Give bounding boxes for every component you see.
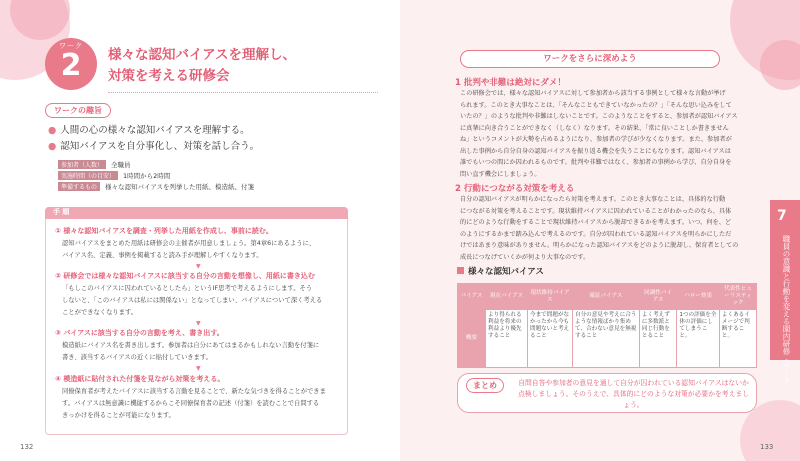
table-header: 現在バイアス — [486, 284, 528, 310]
table-row — [458, 310, 757, 368]
table-header: 確証バイアス — [572, 284, 639, 310]
aim-text: 人間の心の様々な認知バイアスを理解する。 — [60, 125, 250, 136]
square-icon — [457, 267, 464, 274]
step-body — [62, 238, 340, 262]
procedure-header — [45, 207, 348, 219]
table-cell: 1つの評価を全体の評価にしてしまうこと。 — [677, 310, 720, 368]
page-title — [108, 45, 296, 87]
meta-value: 全職員 — [111, 161, 131, 169]
procedure-label: 手 順 — [53, 208, 70, 216]
step-line: バイアス名、定義、事例を掲載すると読み手が理解しやすくなります。 — [62, 252, 263, 259]
body-line: 問い直す機会にしましょう。 — [460, 170, 541, 178]
section-2-title: 2 行動につながる対策を考える — [455, 184, 575, 194]
step-line: 書き、該当するバイアスの近くに貼付していきます。 — [62, 354, 212, 361]
body-line: ね」というコメントが大勢を占めるようになり、参加者の学びが少なくなります。また、参加者が — [460, 136, 732, 143]
section-heading: ワークをさらに深めよう — [460, 50, 720, 68]
step-title: ④ 模造紙に貼付された付箋を見ながら対策を考える。 — [55, 375, 225, 383]
table-header: 同調性バイアス — [639, 284, 677, 310]
section-2-body — [460, 194, 780, 263]
step-body — [62, 283, 340, 319]
body-line: られます。このとき大事なことは、「そんなこともできていなかったの？」「そんな思い込みをして — [460, 101, 732, 109]
step-line: 同僚保育者が考えたバイアスに該当する言動を見ることで、新たな気づきを得ることができま — [62, 388, 326, 395]
bullet-icon: ● — [48, 141, 57, 152]
body-line: 誰でもいつの間にか囚われるものです。批判や非難ではなく、参加者の事例から学び、自分自身を — [460, 159, 732, 166]
table-cell: 今まで問題がなかったから今も問題ないと考えること — [527, 310, 572, 368]
table-header: バイアス — [458, 284, 486, 310]
work-number-badge — [45, 38, 97, 90]
body-line: いたの？」のような批判や非難はしないことです。このようなことをすると、参加者が認知バイアス — [460, 113, 738, 120]
table-header: 代表性ヒューリスティック — [719, 284, 756, 310]
body-line: 的にどのような行動をすることで現状維持バイアスから脱却できるかを考えます。いつ、何を、ど — [460, 219, 732, 226]
table-title — [457, 265, 544, 277]
row-label: 概要 — [458, 310, 486, 368]
divider — [108, 92, 378, 93]
chapter-title: 職員の意識と行動を変える園内研修〈ワーク〉 — [782, 235, 791, 393]
aim-item — [48, 122, 250, 136]
step-body — [62, 340, 340, 364]
step-title: ③ バイアスに該当する自分の言動を考え、書き出す。 — [55, 329, 224, 337]
chapter-number: 7 — [777, 208, 787, 224]
body-line: のようにするかまで踏み込んで考えるのです。自分が囚われている認知バイアスを明らかにしただ — [460, 230, 732, 238]
meta-tag: 参加者（人数） — [58, 160, 106, 169]
meta-row — [58, 182, 254, 191]
step-line: ことができなくなります。 — [62, 309, 138, 316]
step-title: ② 研修会では様々な認知バイアスに該当する自分の言動を想像し、用紙に書き込む — [55, 272, 315, 280]
meta-row — [58, 160, 131, 169]
step-line: 模造紙にバイアス名を書き出します。参加者は自分にあてはまるかもしれない言動を付箋に — [62, 342, 320, 349]
table-cell: 自分の意見や考えに合うような情報ばかり集めて、合わない意見を無視すること — [572, 310, 639, 368]
bullet-icon: ● — [48, 125, 57, 136]
decorative-blob — [760, 40, 800, 90]
step-line: しないと、「このバイアスは私には関係ない」となってしまい、バイアスについて深く考える — [62, 297, 323, 304]
aim-text: 認知バイアスを自分事化し、対策を話し合う。 — [60, 141, 260, 152]
table-header: 現状維持バイアス — [527, 284, 572, 310]
work-label: ワーク — [59, 42, 83, 50]
table-header-row — [458, 284, 757, 310]
body-line: につながる対策を考えることです。現状維持バイアスに囚われていることがわかったのなら、具体 — [460, 207, 732, 215]
body-line: 成長につなげていくかが何より大事なのです。 — [460, 253, 590, 261]
aim-label: ワークの趣旨 — [45, 103, 111, 118]
body-line: けではあまり意味がありません。明らかになった認知バイアスをどのように脱却し、保育者としての — [460, 242, 739, 249]
table-cell: よく考えずに多数派と同じ行動をとること — [639, 310, 677, 368]
title-line-2: 対策を考える研修会 — [108, 68, 230, 84]
body-line: 自分の認知バイアスが明らかになったら対策を考えます。このとき大事なことは、具体的な行動 — [460, 196, 726, 203]
step-body — [62, 386, 340, 422]
meta-tag: 実施時間（の目安） — [58, 171, 118, 180]
page-number: 133 — [760, 443, 774, 451]
section-1-body — [460, 88, 780, 180]
work-number: 2 — [60, 48, 82, 83]
body-line: に真摯に向き合うことができなく（しなく）なります。その結果、「常に良いことしか書きません — [460, 124, 729, 132]
step-title: ① 様々な認知バイアスを調査・列挙した用紙を作成し、事前に読む。 — [55, 227, 273, 235]
summary-text: 自問自答や参加者の意見を通して自分が囚われている認知バイアスはないか点検しましょう。そのうえで、具体的にどのような対策が必要かを考えましょう。 — [518, 379, 749, 409]
summary-label: まとめ — [466, 378, 504, 393]
meta-value: 1時間から2時間 — [123, 172, 171, 180]
table-title-text: 様々な認知バイアス — [468, 267, 544, 277]
table-cell: より得られる利益を将来の利益より優先すること — [486, 310, 528, 368]
section-1-title: 1 批判や非難は絶対にダメ！ — [455, 78, 566, 88]
down-arrow-icon: ▼ — [196, 320, 201, 327]
bias-table — [457, 283, 757, 368]
step-line: 認知バイアスをまとめた用紙は研修会の主催者が用意しましょう。第4章6にあるように、 — [62, 240, 316, 247]
meta-row — [58, 171, 170, 180]
step-line: きっかけを得ることが可能になります。 — [62, 412, 175, 419]
step-line: す。バイアスは無意識に機能するからこそ同僚保育者の記述（付箋）を読むことで自問する — [62, 400, 320, 407]
table-cell: よくあるイメージで判断すること。 — [719, 310, 756, 368]
down-arrow-icon: ▼ — [196, 263, 201, 270]
aim-item — [48, 138, 259, 152]
down-arrow-icon: ▼ — [196, 365, 201, 372]
body-line: この研修会では、様々な認知バイアスに対して参加者から該当する事例として様々な言動が挙げ — [460, 90, 726, 97]
meta-value: 様々な認知バイアスを列挙した用紙、模造紙、付箋 — [105, 183, 255, 191]
body-line: 出した事例から自分自身の認知バイアスを振り返る機会を失うことにもなります。認知バイアスは — [460, 147, 731, 155]
title-line-1: 様々な認知バイアスを理解し、 — [108, 47, 297, 63]
meta-tag: 準備するもの — [58, 182, 100, 191]
page-number: 132 — [20, 443, 34, 451]
step-line: 「もしこのバイアスに囚われているとしたら」というIF思考で考えるようにします。そう — [62, 285, 313, 292]
table-header: ハロー効果 — [677, 284, 720, 310]
